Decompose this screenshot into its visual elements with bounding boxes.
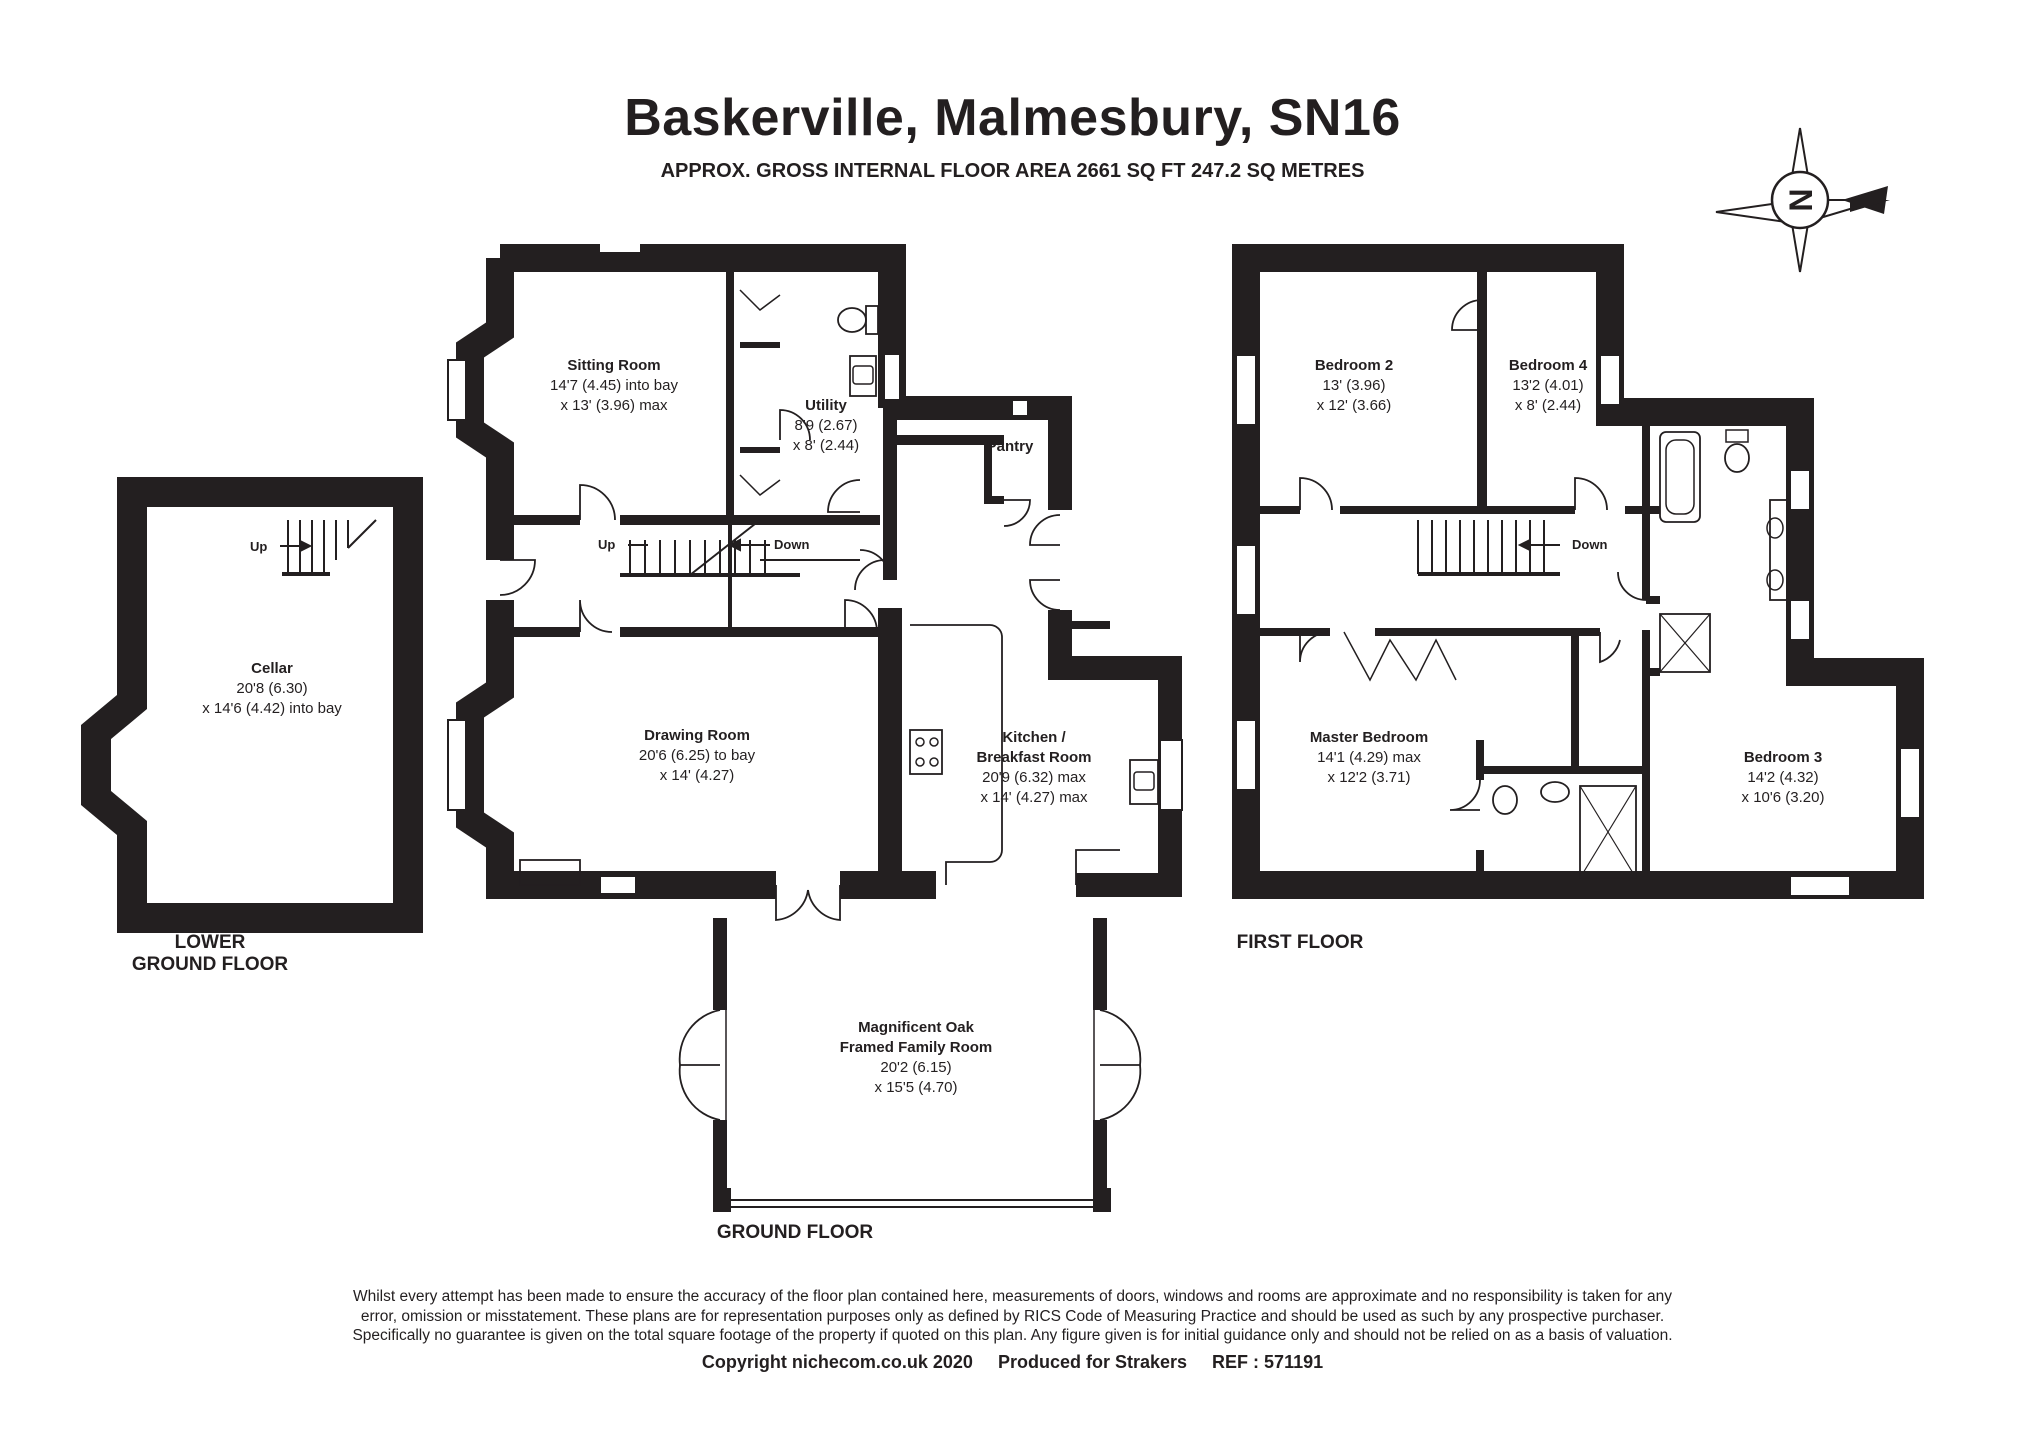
disclaimer-line-2: error, omission or misstatement. These plans are for representation purposes only as defined by RICS Code of Measuring Practice and should be used as such by any prospective purchaser. — [360, 1307, 1665, 1325]
floor-area-subtitle: APPROX. GROSS INTERNAL FLOOR AREA 2661 SQ FT 247.2 SQ METRES — [660, 160, 1365, 182]
master-bedroom-name: Master Bedroom — [1309, 729, 1429, 746]
utility-dim1: 8'9 (2.67) — [794, 417, 858, 434]
drawing-room-name: Drawing Room — [644, 727, 750, 744]
ground-stairs-down-label: Down — [774, 537, 810, 552]
plan-title: Baskerville, Malmesbury, SN16 — [624, 89, 1401, 147]
reference-text: REF : 571191 — [1212, 1352, 1324, 1372]
family-room-dim2: x 15'5 (4.70) — [874, 1079, 958, 1096]
bedroom-2-dim2: x 12' (3.66) — [1316, 397, 1392, 414]
disclaimer — [260, 1287, 1765, 1346]
family-room-dim1: 20'2 (6.15) — [880, 1059, 952, 1076]
utility-name: Utility — [805, 397, 847, 414]
disclaimer-line-3: Specifically no guarantee is given on the total square footage of the property if quoted on this plan. Any figure given is for initial guidance only and should not be relied on as a basis of valuation. — [352, 1327, 1673, 1344]
sitting-room-dim1: 14'7 (4.45) into bay — [550, 377, 678, 394]
lower-ground-floor-label-line1: LOWER — [174, 932, 246, 953]
pantry-name: Pantry — [986, 438, 1034, 455]
copyright-text: Copyright nichecom.co.uk 2020 — [701, 1352, 973, 1372]
compass-rose-icon — [1716, 128, 1890, 272]
cellar-stairs-up-label: Up — [250, 539, 268, 554]
sitting-room-dim2: x 13' (3.96) max — [560, 397, 668, 414]
drawing-room-dim1: 20'6 (6.25) to bay — [638, 747, 756, 764]
room-labels — [202, 357, 1824, 1096]
bedroom-4-dim1: 13'2 (4.01) — [1512, 377, 1584, 394]
kitchen-name-line1: Kitchen / — [1002, 729, 1066, 746]
kitchen-dim1: 20'9 (6.32) max — [982, 769, 1086, 786]
master-bedroom-dim2: x 12'2 (3.71) — [1327, 769, 1411, 786]
family-room-name-line1: Magnificent Oak — [858, 1019, 974, 1036]
master-bedroom-dim1: 14'1 (4.29) max — [1317, 749, 1421, 766]
first-stairs-down-label: Down — [1572, 537, 1608, 552]
lower-ground-floor-label-line2: GROUND FLOOR — [131, 954, 289, 975]
ground-stairs-up-label: Up — [598, 537, 616, 552]
utility-dim2: x 8' (2.44) — [792, 437, 860, 454]
kitchen-dim2: x 14' (4.27) max — [980, 789, 1088, 806]
drawing-room-dim2: x 14' (4.27) — [659, 767, 735, 784]
family-room-name-line2: Framed Family Room — [839, 1039, 993, 1056]
produced-for-text: Produced for Strakers — [997, 1352, 1188, 1372]
bedroom-2-dim1: 13' (3.96) — [1322, 377, 1386, 394]
copyright-line — [0, 1352, 2025, 1373]
cellar-stairs — [280, 520, 376, 574]
bedroom-2-name: Bedroom 2 — [1314, 357, 1394, 374]
bedroom-3-dim1: 14'2 (4.32) — [1747, 769, 1819, 786]
bedroom-4-name: Bedroom 4 — [1508, 357, 1588, 374]
cellar-dim2: x 14'6 (4.42) into bay — [202, 700, 342, 717]
kitchen-name-line2: Breakfast Room — [976, 749, 1092, 766]
bedroom-3-name: Bedroom 3 — [1743, 749, 1823, 766]
bedroom-4-dim2: x 8' (2.44) — [1514, 397, 1582, 414]
cellar-name: Cellar — [251, 660, 293, 677]
disclaimer-line-1: Whilst every attempt has been made to ensure the accuracy of the floor plan contained here, measurements of doors, windows and rooms are approximate and no responsibility is taken for any — [352, 1288, 1673, 1305]
bedroom-3-dim2: x 10'6 (3.20) — [1741, 789, 1825, 806]
floor-labels — [132, 932, 1364, 1243]
sitting-room-name: Sitting Room — [567, 357, 661, 374]
compass-north-label: N — [1783, 188, 1819, 212]
cellar-dim1: 20'8 (6.30) — [236, 680, 308, 697]
ground-floor-label: GROUND FLOOR — [716, 1222, 874, 1243]
first-floor-label: FIRST FLOOR — [1236, 932, 1364, 953]
